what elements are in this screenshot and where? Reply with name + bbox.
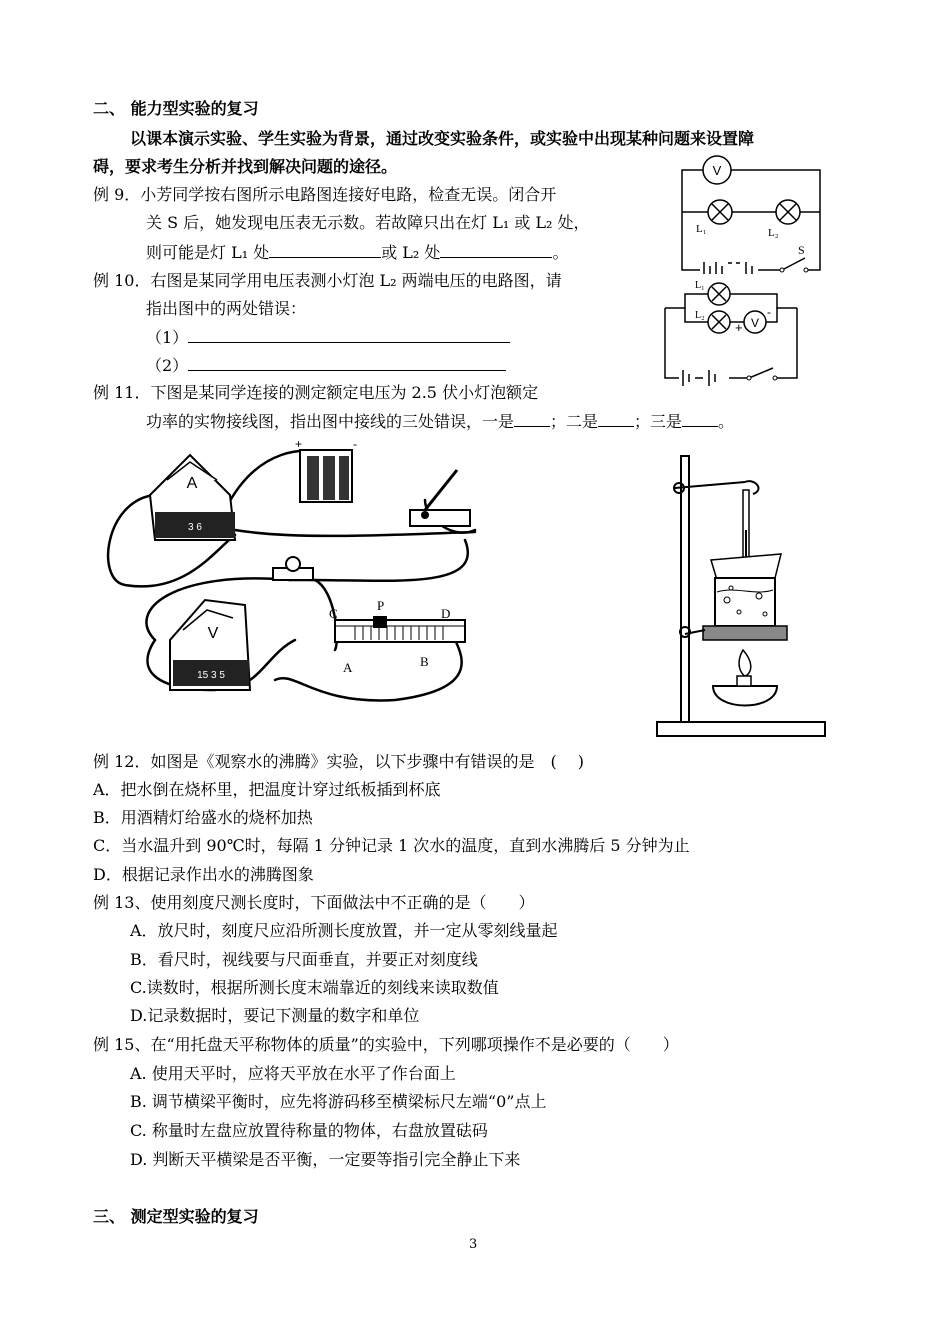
fig11-d-label: D xyxy=(441,606,451,621)
flame-icon xyxy=(739,650,751,676)
fig11-b-label: B xyxy=(420,654,429,669)
fig9-l1-label: L₁ xyxy=(696,223,707,235)
beaker-icon xyxy=(715,578,775,626)
example-9-line-3 xyxy=(146,241,568,264)
answer-blank-error-1[interactable] xyxy=(188,326,510,343)
example-11-line-1: 例 11．下图是某同学连接的测定额定电压为 2.5 伏小灯泡额定 xyxy=(93,383,539,402)
answer-blank-1[interactable] xyxy=(514,410,550,427)
boiling-water-apparatus-figure xyxy=(655,450,827,740)
example-15-option-c: C. 称量时左盘应放置待称量的物体，右盘放置砝码 xyxy=(130,1121,488,1140)
example-13-option-d: D.记录数据时，要记下测量的数字和单位 xyxy=(130,1006,420,1025)
example-13-option-b: B．看尺时，视线要与尺面垂直，并要正对刻度线 xyxy=(130,950,478,969)
example-13-stem: 例 13、使用刻度尺测长度时，下面做法中不正确的是（ ） xyxy=(93,893,535,912)
section-2-title: 二、 能力型实验的复习 xyxy=(93,99,259,118)
switch-icon xyxy=(410,470,470,526)
lamp-icon xyxy=(273,557,313,580)
example-13-option-a: A．放尺时，刻度尺应沿所测长度放置，并一定从零刻线量起 xyxy=(130,921,558,940)
example-13-option-c: C.读数时，根据所测长度末端靠近的刻线来读取数值 xyxy=(130,978,499,997)
wiring-diagram-example-11 xyxy=(95,440,495,710)
lamp-l1-icon xyxy=(708,283,730,305)
lamp-l2-icon xyxy=(776,200,800,224)
fig9-l2-label: L₂ xyxy=(768,227,779,239)
fig10-plus-label: + xyxy=(735,320,743,335)
example-15-option-d: D. 判断天平横梁是否平衡，一定要等指引完全静止下来 xyxy=(130,1150,521,1169)
example-12-stem: 例 12．如图是《观察水的沸腾》实验，以下步骤中有错误的是 ( ) xyxy=(93,752,585,771)
fig10-l2-label: L₂ xyxy=(695,310,705,321)
rheostat-icon xyxy=(329,598,465,675)
battery-icon xyxy=(295,440,357,502)
example-12-option-c: C．当水温升到 90℃时，每隔 1 分钟记录 1 次水的温度，直到水沸腾后 5 分钟为止 xyxy=(93,836,690,855)
fig11-ammeter-label: A xyxy=(186,475,198,492)
example-9-line-1: 例 9．小芳同学按右图所示电路图连接好电路，检查无误。闭合开 xyxy=(93,185,557,204)
example-15-stem: 例 15、在“用托盘天平称物体的质量”的实验中，下列哪项操作不是必要的（ ） xyxy=(93,1035,679,1054)
example-11-line-2 xyxy=(146,410,734,433)
page-number: 3 xyxy=(469,1237,478,1252)
example-10-item-1-label: （1） xyxy=(146,328,189,347)
ammeter-icon xyxy=(150,455,235,540)
example-10-item-1 xyxy=(146,326,510,349)
section-2-intro-2: 碍，要求考生分析并找到解决问题的途径。 xyxy=(93,157,398,176)
example-10-item-2 xyxy=(146,354,506,377)
fig9-s-label: S xyxy=(798,243,805,257)
answer-blank-error-2[interactable] xyxy=(188,354,506,371)
lamp-l2-icon xyxy=(708,311,730,333)
answer-blank-2[interactable] xyxy=(598,410,634,427)
fig10-l1-label: L₁ xyxy=(695,280,705,291)
fig10-v-label: V xyxy=(750,316,760,330)
voltmeter-icon xyxy=(170,600,250,690)
example-9-line-2: 关 S 后，她发现电压表无示数。若故障只出在灯 L₁ 或 L₂ 处， xyxy=(146,213,590,232)
section-3-title: 三、 测定型实验的复习 xyxy=(93,1207,259,1226)
answer-blank-l1[interactable] xyxy=(269,241,381,258)
example-9-text-a: 则可能是灯 L₁ 处 xyxy=(146,243,270,262)
wire-gauze-icon xyxy=(703,626,787,640)
fig11-voltmeter-scale: 15 3 5 xyxy=(197,670,225,681)
example-12-option-a: A．把水倒在烧杯里，把温度计穿过纸板插到杯底 xyxy=(93,780,441,799)
fig11-a-label: A xyxy=(343,660,353,675)
example-11-text-b: ；二是 xyxy=(550,412,599,431)
circuit-diagram-example-10 xyxy=(655,278,815,388)
fig11-p-label: P xyxy=(377,598,385,613)
example-10-line-1: 例 10．右图是某同学用电压表测小灯泡 L₂ 两端电压的电路图，请 xyxy=(93,271,562,290)
example-11-text-a: 功率的实物接线图，指出图中接线的三处错误，一是 xyxy=(146,412,515,431)
lamp-l1-icon xyxy=(708,200,732,224)
fig9-v-label: V xyxy=(712,163,722,178)
example-15-option-b: B. 调节横梁平衡时，应先将游码移至横梁标尺左端“0”点上 xyxy=(130,1092,547,1111)
example-12-option-d: D．根据记录作出水的沸腾图象 xyxy=(93,865,314,884)
circuit-diagram-example-9 xyxy=(670,150,830,274)
example-11-text-c: ；三是 xyxy=(634,412,683,431)
example-9-text-c: 。 xyxy=(552,243,569,262)
alcohol-lamp-icon xyxy=(713,686,777,706)
answer-blank-3[interactable] xyxy=(682,410,718,427)
example-10-line-2: 指出图中的两处错误： xyxy=(146,299,307,318)
example-10-item-2-label: （2） xyxy=(146,356,189,375)
fig11-c-label: C xyxy=(329,606,338,621)
example-9-text-b: 或 L₂ 处 xyxy=(381,243,441,262)
answer-blank-l2[interactable] xyxy=(440,241,552,258)
fig11-ammeter-scale: 3 6 xyxy=(188,522,202,533)
example-15-option-a: A. 使用天平时，应将天平放在水平了作台面上 xyxy=(130,1064,456,1083)
fig10-minus-label: - xyxy=(767,305,771,319)
example-12-option-b: B．用酒精灯给盛水的烧杯加热 xyxy=(93,808,313,827)
fig11-voltmeter-label: V xyxy=(207,625,219,642)
fig11-battery-plus: + xyxy=(295,440,303,451)
example-11-text-d: 。 xyxy=(718,412,735,431)
fig11-battery-minus: - xyxy=(353,440,357,451)
section-2-intro-1: 以课本演示实验、学生实验为背景，通过改变实验条件，或实验中出现某种问题来设置障 xyxy=(130,129,755,148)
